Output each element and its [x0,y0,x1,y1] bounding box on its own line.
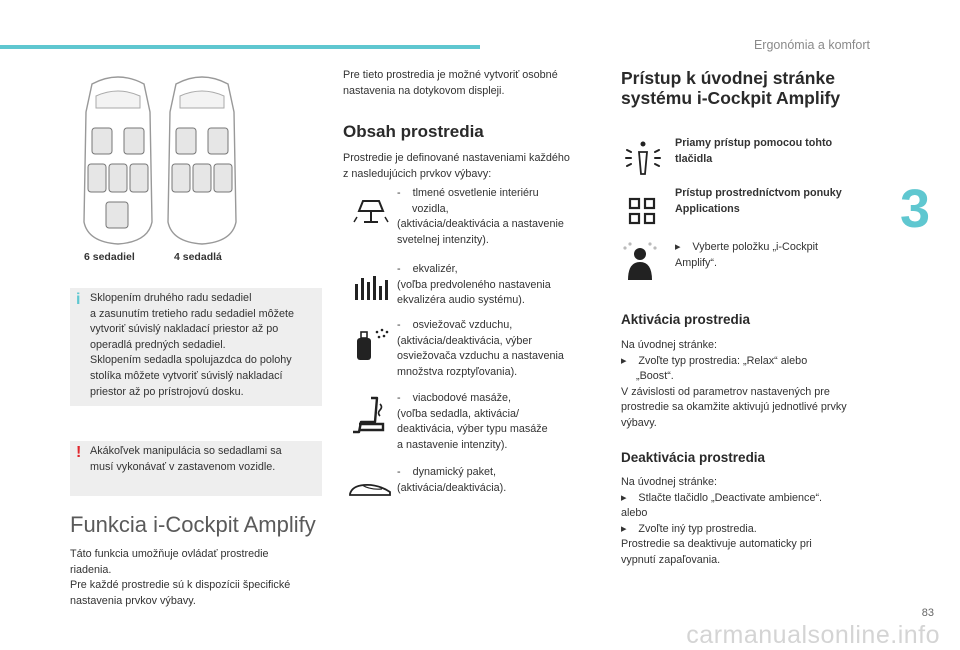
ambient-lamp-icon [353,197,389,227]
page-number: 83 [921,607,934,619]
seat-label-6: 6 sedadiel [84,251,135,263]
item-line: - ekvalizér, [397,263,458,275]
access-direct [675,136,885,167]
item-line: - tlmené osvetlenie interiéru [397,187,539,199]
item-line: a nastavenie intenzity). [397,438,508,451]
description-line: z nasledujúcich prvkov výbavy: [343,167,492,180]
watermark: carmanualsonline.info [686,621,940,649]
function-line: Pre každé prostredie sú k dispozícii špecifické [70,579,291,592]
access-applications [675,186,885,217]
access-select-item [675,240,885,271]
info-line: Sklopením druhého radu sedadiel [90,292,252,304]
item-line: ekvalizéra audio systému). [397,294,525,307]
applications-grid-icon [628,197,656,225]
intro-text [343,68,605,99]
car-6-seats-illustration [78,72,158,252]
deactivation-line: alebo [621,507,648,520]
function-line: nastavenia prvkov výbavy. [70,594,196,607]
item-line: (aktivácia/deaktivácia a nastavenie [397,218,564,231]
function-line: riadenia. [70,563,112,576]
item-line: svetelnej intenzity). [397,233,489,246]
item-line: (aktivácia/deaktivácia, výber [397,334,533,347]
item-air-freshener [397,318,607,380]
item-line: (aktivácia/deaktivácia). [397,481,507,494]
car-dynamic-icon [348,480,392,500]
deactivation-text [621,475,891,569]
massage-seat-icon [349,396,389,436]
chapter-number: 3 [899,179,930,239]
activation-line: prostredie sa okamžite aktivujú jednotlivé prvky [621,401,847,414]
access-heading-line: systému i-Cockpit Amplify [621,88,841,108]
activation-heading: Aktivácia prostredia [621,312,751,327]
access-line: tlačidla [675,152,713,165]
deactivation-line: Prostredie sa deaktivuje automaticky pri [621,538,812,551]
info-line: Sklopením sedadla spolujazdca do polohy [90,354,292,367]
deactivation-heading: Deaktivácia prostredia [621,450,766,465]
touch-button-icon [623,138,663,178]
info-line: priestor až po prístrojovú dosku. [90,385,244,398]
info-line: a zasunutím tretieho radu sedadiel môžete [90,307,295,320]
item-line: (voľba predvoleného nastavenia [397,278,551,291]
access-line: Prístup prostredníctvom ponuky [675,187,842,199]
item-dynamic-pack [397,465,607,496]
info-line: stolíka môžete vytvoriť súvislý nakladací [90,369,283,382]
deactivation-line: vypnutí zapaľovania. [621,553,721,566]
access-line: Applications [675,202,740,215]
access-heading [621,68,881,108]
info-icon: i [76,291,81,308]
car-4-seats-illustration [162,72,242,252]
function-title: Funkcia i-Cockpit Amplify [70,512,316,537]
item-line: - dynamický paket, [397,466,497,478]
item-line: vozidla, [397,202,449,215]
info-text [90,291,305,400]
activation-line: Na úvodnej stránke: [621,339,718,351]
function-line: Táto funkcia umožňuje ovládať prostredie [70,548,269,560]
deactivation-line: ▸ Zvoľte iný typ prostredia. [621,522,757,535]
content-description [343,151,605,182]
access-line: ▸ Vyberte položku „i-Cockpit [675,241,819,253]
header-accent-bar [0,45,480,49]
access-line: Priamy prístup pomocou tohto [675,137,833,149]
description-line: Prostredie je definované nastaveniami každého [343,152,570,164]
function-text [70,547,330,609]
activation-line: ▸ Zvoľte typ prostredia: „Relax“ alebo [621,354,808,367]
activation-line: „Boost“. [621,370,674,383]
deactivation-line: Na úvodnej stránke: [621,476,718,488]
item-line: deaktivácia, výber typu masáže [397,423,548,436]
access-heading-line: Prístup k úvodnej stránke [621,68,835,88]
seat-label-4: 4 sedadlá [174,251,222,263]
item-line: množstva rozptyľovania). [397,365,518,378]
warning-box [70,441,322,496]
intro-line: Pre tieto prostredia je možné vytvoriť osobné [343,69,558,81]
item-line: - osviežovač vzduchu, [397,319,513,331]
activation-line: výbavy. [621,416,657,429]
air-freshener-icon [353,326,389,362]
warning-line: musí vykonávať v zastavenom vozidle. [90,460,276,473]
item-massage [397,391,607,453]
access-line: Amplify“. [675,256,717,269]
warning-icon: ! [76,444,82,461]
item-ambient-lighting [397,186,607,248]
content-heading: Obsah prostredia [343,122,484,141]
item-line: (voľba sedadla, aktivácia/ [397,407,519,420]
section-title: Ergonómia a komfort [753,38,870,52]
item-equalizer [397,262,607,309]
deactivation-line: ▸ Stlačte tlačidlo „Deactivate ambience“. [621,491,823,504]
warning-text [90,444,305,475]
info-line: vytvoriť súvislý nakladací priestor až po [90,323,279,336]
item-line: osviežovača vzduchu a nastavenia [397,350,564,363]
warning-line: Akákoľvek manipulácia so sedadlami sa [90,445,282,457]
person-cockpit-icon [620,240,660,282]
intro-line: nastavenia na dotykovom displeji. [343,84,505,97]
activation-line: V závislosti od parametrov nastavených pre [621,385,830,398]
activation-text [621,338,891,432]
info-box [70,288,322,406]
equalizer-icon [353,272,389,302]
item-line: - viacbodové masáže, [397,392,512,404]
info-line: operadlá predných sedadiel. [90,338,226,351]
